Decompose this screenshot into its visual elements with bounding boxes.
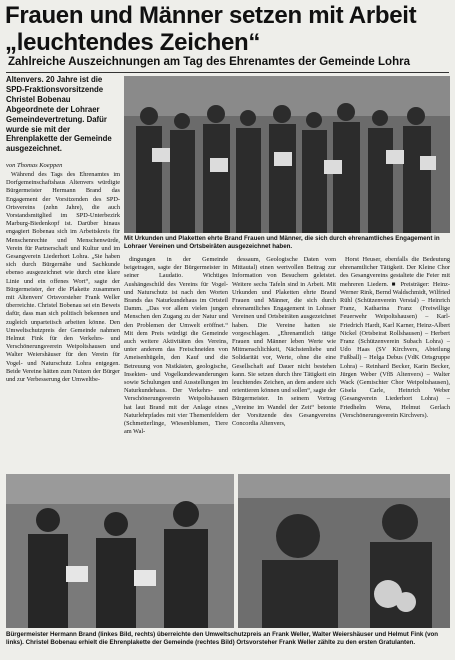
subheadline: Zahlreiche Auszeichnungen am Tag des Ehrenamtes der Gemeinde Lohra <box>8 56 410 68</box>
caption-top-photo: Mit Urkunden und Plaketten ehrte Brand Frauen und Männer, die sich durch ehrenamtliches Engagement in Lohraer Vereinen und Ortsbeiräten ausgezeichnet haben. <box>124 235 440 250</box>
photo-ehrenplakette <box>238 474 450 628</box>
photo-umweltschutzpreis <box>6 474 234 628</box>
article-column-4: Horst Heuser, ebenfalls die Bedeutung ehrenamtlicher Tätigkeit. Der Kleine Chor des Gesangvereins gestaltete die Feier mit mehreren Liedern. ■ Preisträger: Heinz-Werner Rink, Bernd Waldschmidt, Wilfried Rühl (Schützenverein Verstal) – Heinrich Franz, Katharina Franz (Freiwillige Feuerwehr Weipoltshausen) – Karl-Friedrich Hardt, Karl Karner, Heinz-Albert Nickel (Ortsbeirat Rollshausen) – Herbert Franz (Schützenverein Subach Lohra) – Udo Haas (SV Kirchvers, Abteilung Fußball) – Helga Debus (VdK Ortsgruppe Lohra) – Reinhard Becker, Karin Becker, Jürgen Weber (VfB Altenvers) – Walter Wack (Gemischter Chor Weipoltshausen), Gisela Carle, Heinrich Weber (Gesangverein Liederhort Lohra) – Friedhelm Wena, Helmut Gerlach (Verschönerungsverein Kirchvers). <box>340 256 450 419</box>
headline: Frauen und Männer setzen mit Arbeit „leuchtendes Zeichen“ <box>5 2 417 56</box>
divider <box>6 72 449 73</box>
article-column-3: dessaum, Geologische Daten vom Mittautal) einen wertvollen Beitrag zur Information von Besuchern geleistet. Weitere sechs Tafeln sind in Arbeit. Mit Urkunden und Plaketten ehrte Brand Frauen und Männer, die sich durch ehrenamtliches Engagement in Lohraer Vereinen und Ortsbeiräten ausgezeichnet haben. Die Vereine hatten sie vorgeschlagen. „Ehrenamtlich tätige Frauen und Männer leben Werte wie Mitmenschlichkeit, Nächstenliebe und Solidarität vor, Werte, ohne die eine Gesellschaft auf Dauer nicht bestehen kann. Sie setzen durch ihre Tätigkeit ein leuchtendes Zeichen, an dem andere sich orientieren können und sollen“, sagte der Bürgermeister. In seinem Vortrag „Vereine im Wandel der Zeit“ betonte der Vorsitzende des Gesangvereins Concordia Altenvers, <box>232 256 336 428</box>
caption-bottom-photos: Bürgermeister Hermann Brand (linkes Bild, rechts) überreichte den Umweltschutzpreis an Frank Weller, Walter Weiershäuser und Helmut Fink (von links). Christel Bobenau erhielt die Ehrenplakette der Gemeinde (rechtes Bild) Ortsvorsteher Frank Weller zählte zu den ersten Gratulanten. <box>6 631 439 646</box>
intro-text: Altenvers. 20 Jahre ist die SPD-Fraktionsvorsitzende Christel Bobenau Abgeordnete der Lohraer Gemeindevertretung. Dafür wurde sie mit der Ehrenplakette der Gemeinde ausgezeichnet. <box>6 75 112 154</box>
photo-honorees <box>124 76 450 233</box>
byline: von Thomas Koeppen <box>6 162 63 169</box>
article-column-2: dingungen in der Gemeinde beigetragen, sagte der Bürgermeister in seiner Laudatio. Wichtiges Aushängeschild des Vereins für Vogel- und Naturschutz ist nach den Worten Brands das Naturkundehaus im Ortsteil Damm. „Das vor allem vielen jungen Menschen den Zugang zu der Natur und den Problemen der Umwelt eröffnet.“ Mit dem Preis würdigt die Gemeinde auch weitere Aktivitäten des Vereins, unter anderem das Freischneiden von Ameisenhügeln, den Kauf und die Betreuung von Nistkästen, geologische, Insekten- und Vogelkundewanderungen sowie Schulungen und Ausstellungen im Naturkundehaus. Der Verkehrs- und Verschönerungsverein Weipoltshausen hat laut Brand mit der Anlage eines Naturlehrpfades mit vier Themenfeldern (Schmetterlinge, Wiesenblumen, Tiere am Wal- <box>124 256 228 436</box>
article-column-1: Während des Tags des Ehrenamtes im Dorfgemeinschaftshaus Altenvers würdigte Bürgermeister Hermann Brand das Engagement der Vorsitzenden des SPD-Ortsvereins (zehn Jahre), die auch Vorstandsmitglied im SPD-Unterbezirk Marburg-Biedenkopf ist. Darüber hinaus engagiert Bobenau sich im Arbeitskreis für Menschenrechte und Menschenwürde, Verein für Partnerschaft und Kultur und im Gesangverein Liederhort Lohra. „Sie haben sich durch Bürgernähe und Sachkunde ebenso ausgezeichnet wie durch eine klare Linie und ein offenes Wort“, sagte der Bürgermeister, der die Plakette zusammen mit Altenvers' Ortsvorsteher Frank Weller überreichte. Christel Bobenau sei ein Beweis dafür, dass man sich politisch bekennen und zugleich unparteiisch arbeiten könne. Den Umweltschutzpreis der Gemeinde nahmen Helmut Fink für den Verkehrs- und Verschönerungsverein Weipoltshausen und Walter Weiershäuser für den Verein für Vogel- und Naturschutz Lohra entgegen. Beide Vereine hätten zum Nutzen der Bürger und zur Verbesserung der Umweltbe- <box>6 171 120 384</box>
